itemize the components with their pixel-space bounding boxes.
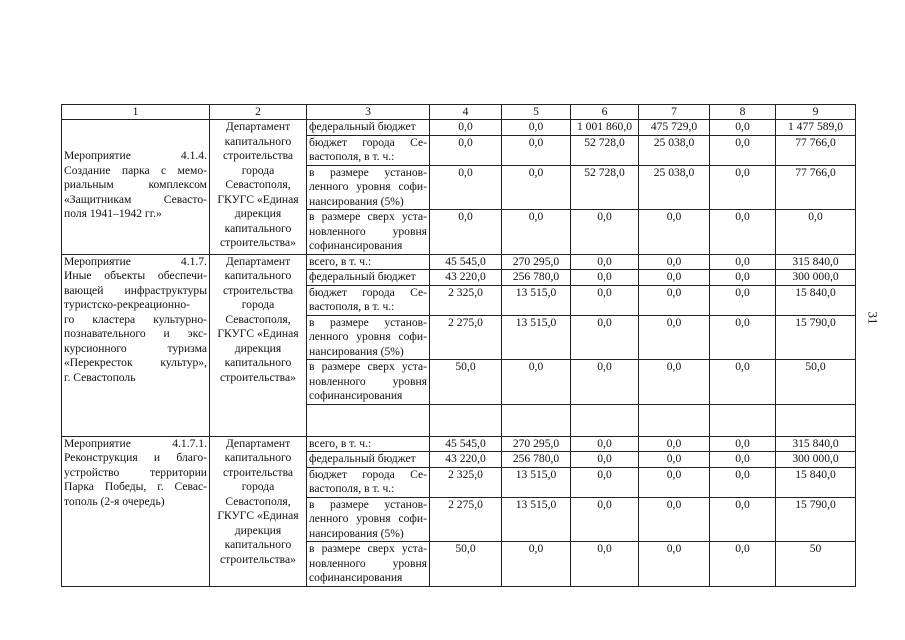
value-cell: 15 840,0 <box>776 467 856 497</box>
event-cell <box>62 120 210 255</box>
dept-line: капитального <box>224 451 292 464</box>
value-cell: 0,0 <box>502 360 571 405</box>
page-number: 31 <box>865 311 881 325</box>
empty-cell <box>776 404 856 436</box>
value-cell: 0,0 <box>710 135 776 165</box>
value-cell: 52 728,0 <box>571 165 639 210</box>
event-line: курсионного туризма <box>64 341 207 355</box>
event-line: «Защитникам Севасто- <box>64 192 207 206</box>
event-line: Иные объекты обеспечи- <box>64 269 207 282</box>
value-cell: 270 295,0 <box>502 254 571 270</box>
dept-line: ГКУГС «Единая <box>217 509 299 522</box>
value-cell: 0,0 <box>502 165 571 210</box>
funding-source: в размере сверх уста-новленного уровня софинансирования <box>307 542 430 587</box>
value-cell: 0,0 <box>639 210 710 255</box>
value-cell: 315 840,0 <box>776 436 856 452</box>
dept-line: города <box>241 163 275 177</box>
value-cell: 0,0 <box>710 120 776 136</box>
event-line: г. Севастополь <box>64 370 136 384</box>
value-cell: 15 840,0 <box>776 285 856 315</box>
col-header-4: 4 <box>430 105 502 120</box>
event-line: Мероприятие 4.1.7.1. <box>64 436 207 450</box>
dept-line: Севастополя, <box>225 178 291 191</box>
value-cell: 50 <box>776 542 856 587</box>
department-cell <box>210 120 307 255</box>
empty-cell <box>307 404 430 436</box>
event-line: риальным комплексом <box>64 178 207 191</box>
value-cell: 0,0 <box>502 210 571 255</box>
value-cell: 0,0 <box>571 285 639 315</box>
col-header-1: 1 <box>62 105 210 120</box>
event-cell <box>62 436 210 586</box>
value-cell: 2 325,0 <box>430 285 502 315</box>
value-cell: 0,0 <box>639 315 710 360</box>
empty-cell <box>571 404 639 436</box>
col-header-3: 3 <box>307 105 430 120</box>
value-cell: 0,0 <box>430 210 502 255</box>
event-line: «Перекресток культур», <box>64 356 207 369</box>
event-line: устройство территории <box>64 465 207 479</box>
value-cell: 0,0 <box>571 210 639 255</box>
value-cell: 77 766,0 <box>776 165 856 210</box>
funding-source: в размере установ-ленного уровня софи-нансирования (5%) <box>307 497 430 542</box>
value-cell: 43 220,0 <box>430 452 502 468</box>
value-cell: 0,0 <box>571 542 639 587</box>
value-cell: 0,0 <box>710 165 776 210</box>
funding-source: федеральный бюджет <box>307 270 430 286</box>
value-cell: 0,0 <box>710 270 776 286</box>
value-cell: 0,0 <box>710 254 776 270</box>
dept-line: строительства <box>222 283 294 297</box>
funding-source: в размере сверх уста-новленного уровня софинансирования <box>307 360 430 405</box>
value-cell: 0,0 <box>639 497 710 542</box>
dept-line: капитального <box>224 134 292 148</box>
value-cell: 77 766,0 <box>776 135 856 165</box>
dept-line: Севастополя, <box>225 312 291 326</box>
value-cell: 43 220,0 <box>430 270 502 286</box>
event-line: Мероприятие 4.1.4. <box>64 149 207 162</box>
event-line: тополь (2-я очередь) <box>64 494 165 508</box>
dept-line: дирекция <box>234 341 282 355</box>
value-cell: 13 515,0 <box>502 497 571 542</box>
dept-line: строительства» <box>220 370 296 384</box>
event-line: вающей инфраструктуры <box>64 283 207 297</box>
empty-cell <box>639 404 710 436</box>
table-row <box>62 436 856 452</box>
value-cell: 0,0 <box>639 436 710 452</box>
funding-source: в размере установ-ленного уровня софи-нансирования (5%) <box>307 315 430 360</box>
event-cell <box>62 254 210 436</box>
dept-line: ГКУГС «Единая <box>217 327 299 340</box>
value-cell: 50,0 <box>776 360 856 405</box>
empty-cell <box>710 404 776 436</box>
dept-line: дирекция <box>234 207 282 220</box>
value-cell: 0,0 <box>502 542 571 587</box>
value-cell: 256 780,0 <box>502 270 571 286</box>
value-cell: 13 515,0 <box>502 315 571 360</box>
value-cell: 0,0 <box>639 254 710 270</box>
dept-line: строительства» <box>220 236 296 249</box>
dept-line: Департамент <box>225 120 291 133</box>
value-cell: 0,0 <box>639 542 710 587</box>
value-cell: 0,0 <box>776 210 856 255</box>
value-cell: 256 780,0 <box>502 452 571 468</box>
value-cell: 0,0 <box>710 452 776 468</box>
value-cell: 0,0 <box>571 270 639 286</box>
value-cell: 0,0 <box>430 165 502 210</box>
funding-source: бюджет города Се-вастополя, в т. ч.: <box>307 285 430 315</box>
value-cell: 15 790,0 <box>776 497 856 542</box>
value-cell: 1 001 860,0 <box>571 120 639 136</box>
value-cell: 13 515,0 <box>502 467 571 497</box>
value-cell: 0,0 <box>639 452 710 468</box>
funding-source: всего, в т. ч.: <box>307 254 430 270</box>
dept-line: дирекция <box>234 523 282 537</box>
dept-line: капитального <box>224 221 292 235</box>
value-cell: 0,0 <box>710 285 776 315</box>
value-cell: 0,0 <box>571 467 639 497</box>
value-cell: 0,0 <box>571 254 639 270</box>
value-cell: 0,0 <box>639 285 710 315</box>
col-header-9: 9 <box>776 105 856 120</box>
value-cell: 0,0 <box>639 360 710 405</box>
dept-line: ГКУГС «Единая <box>217 192 299 206</box>
value-cell: 0,0 <box>710 210 776 255</box>
budget-table <box>61 104 856 587</box>
value-cell: 0,0 <box>571 497 639 542</box>
event-line: Создание парка с мемо- <box>64 163 207 177</box>
value-cell: 300 000,0 <box>776 452 856 468</box>
event-line: Парка Победы, г. Севас- <box>64 480 207 493</box>
funding-source: федеральный бюджет <box>307 120 430 136</box>
value-cell: 50,0 <box>430 360 502 405</box>
funding-source: в размере сверх уста-новленного уровня софинансирования <box>307 210 430 255</box>
dept-line: Департамент <box>225 254 291 268</box>
header-row <box>62 105 856 120</box>
empty-cell <box>430 404 502 436</box>
col-header-5: 5 <box>502 105 571 120</box>
event-line: Мероприятие 4.1.7. <box>64 254 207 268</box>
funding-source: бюджет города Се-вастополя, в т. ч.: <box>307 467 430 497</box>
dept-line: строительства <box>222 149 294 162</box>
value-cell: 0,0 <box>710 436 776 452</box>
value-cell: 300 000,0 <box>776 270 856 286</box>
funding-source: в размере установ-ленного уровня софи-нансирования (5%) <box>307 165 430 210</box>
value-cell: 2 275,0 <box>430 497 502 542</box>
dept-line: строительства <box>222 465 294 479</box>
dept-line: капитального <box>224 269 292 282</box>
value-cell: 25 038,0 <box>639 135 710 165</box>
value-cell: 270 295,0 <box>502 436 571 452</box>
dept-line: Департамент <box>225 436 291 450</box>
value-cell: 0,0 <box>502 120 571 136</box>
dept-line: города <box>241 480 275 493</box>
value-cell: 2 325,0 <box>430 467 502 497</box>
value-cell: 2 275,0 <box>430 315 502 360</box>
value-cell: 45 545,0 <box>430 254 502 270</box>
event-line: познавательного и экс- <box>64 327 207 340</box>
funding-source: федеральный бюджет <box>307 452 430 468</box>
department-cell <box>210 436 307 586</box>
value-cell: 0,0 <box>571 360 639 405</box>
event-line: Реконструкция и благо- <box>64 451 207 464</box>
col-header-2: 2 <box>210 105 307 120</box>
value-cell: 0,0 <box>710 315 776 360</box>
col-header-6: 6 <box>571 105 639 120</box>
value-cell: 0,0 <box>710 467 776 497</box>
col-header-7: 7 <box>639 105 710 120</box>
value-cell: 0,0 <box>639 270 710 286</box>
dept-line: города <box>241 298 275 311</box>
table-row <box>62 254 856 270</box>
value-cell: 0,0 <box>430 120 502 136</box>
value-cell: 0,0 <box>710 542 776 587</box>
funding-source: всего, в т. ч.: <box>307 436 430 452</box>
value-cell: 52 728,0 <box>571 135 639 165</box>
value-cell: 0,0 <box>710 360 776 405</box>
value-cell: 25 038,0 <box>639 165 710 210</box>
department-cell <box>210 254 307 436</box>
value-cell: 0,0 <box>502 135 571 165</box>
value-cell: 1 477 589,0 <box>776 120 856 136</box>
event-line: туристско-рекреационно- <box>64 298 190 311</box>
value-cell: 13 515,0 <box>502 285 571 315</box>
col-header-8: 8 <box>710 105 776 120</box>
event-line: поля 1941–1942 гг.» <box>64 207 162 220</box>
value-cell: 15 790,0 <box>776 315 856 360</box>
dept-line: капитального <box>224 356 292 369</box>
value-cell: 0,0 <box>639 467 710 497</box>
value-cell: 0,0 <box>430 135 502 165</box>
value-cell: 0,0 <box>571 315 639 360</box>
event-line: го кластера культурно- <box>64 312 207 326</box>
dept-line: строительства» <box>220 552 296 566</box>
value-cell: 50,0 <box>430 542 502 587</box>
funding-source: бюджет города Се-вастополя, в т. ч.: <box>307 135 430 165</box>
empty-cell <box>502 404 571 436</box>
dept-line: Севастополя, <box>225 494 291 508</box>
value-cell: 0,0 <box>571 436 639 452</box>
table-row <box>62 120 856 136</box>
value-cell: 0,0 <box>571 452 639 468</box>
value-cell: 475 729,0 <box>639 120 710 136</box>
value-cell: 0,0 <box>710 497 776 542</box>
value-cell: 45 545,0 <box>430 436 502 452</box>
dept-line: капитального <box>224 538 292 551</box>
value-cell: 315 840,0 <box>776 254 856 270</box>
